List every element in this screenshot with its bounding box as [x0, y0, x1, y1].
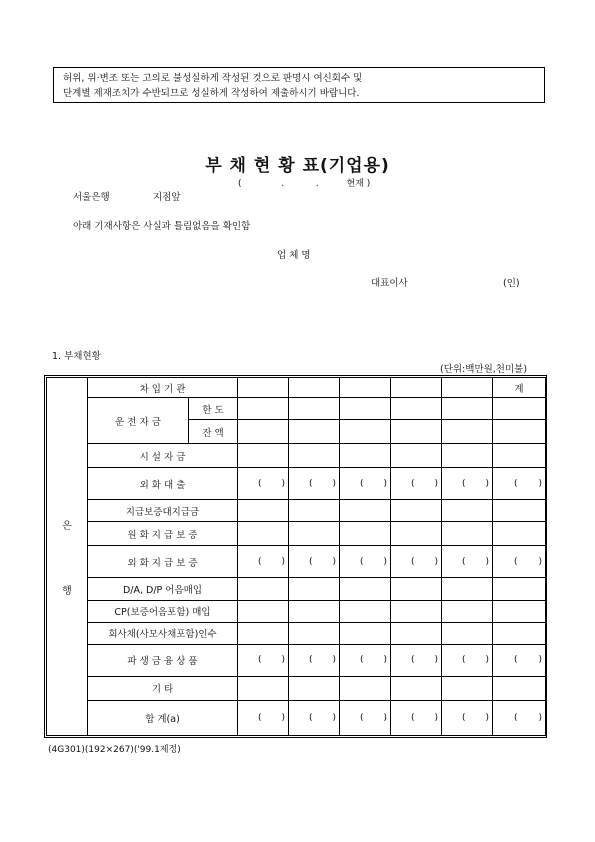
table-cell[interactable]	[391, 378, 442, 398]
row-label-corp-bond: 회사채(사모사채포함)인수	[88, 622, 238, 644]
table-cell[interactable]	[238, 522, 289, 546]
table-row	[47, 500, 546, 522]
table-cell[interactable]	[289, 398, 340, 420]
table-cell[interactable]	[238, 676, 289, 700]
table-cell[interactable]	[340, 398, 391, 420]
table-cell[interactable]	[391, 420, 442, 444]
paren-cell[interactable]: ( )	[493, 546, 546, 578]
table-cell[interactable]	[340, 522, 391, 546]
paren-cell[interactable]: ( )	[340, 546, 391, 578]
date-suffix: 현재 )	[346, 179, 371, 189]
page-title: 부 채 현 황 표(기업용)	[205, 156, 390, 176]
table-cell[interactable]	[391, 522, 442, 546]
date-dot-1: .	[281, 179, 285, 189]
paren-cell[interactable]: ( )	[289, 546, 340, 578]
table-cell[interactable]	[391, 444, 442, 468]
table-cell[interactable]	[238, 444, 289, 468]
table-cell[interactable]	[493, 578, 546, 600]
table-cell[interactable]	[289, 378, 340, 398]
row-label-derivative: 파 생 금 융 상 품	[88, 644, 238, 676]
table-cell[interactable]	[391, 676, 442, 700]
row-label-won-guarantee: 원 화 지 급 보 증	[88, 522, 238, 546]
warning-notice-box	[53, 67, 545, 103]
table-cell[interactable]	[493, 600, 546, 622]
table-row	[47, 522, 546, 546]
table-row	[47, 378, 546, 398]
table-cell[interactable]	[391, 578, 442, 600]
branch-label: 지점앞	[153, 192, 181, 203]
table-cell[interactable]	[238, 398, 289, 420]
paren-cell[interactable]: ( )	[238, 644, 289, 676]
paren-cell[interactable]: ( )	[493, 468, 546, 500]
table-row	[47, 578, 546, 600]
table-cell[interactable]	[238, 378, 289, 398]
table-cell[interactable]	[289, 578, 340, 600]
table-cell[interactable]	[442, 444, 493, 468]
seal-label: (인)	[503, 278, 520, 289]
date-open-paren: (	[238, 179, 242, 189]
debt-status-table	[46, 377, 546, 736]
table-cell[interactable]	[289, 444, 340, 468]
paren-cell[interactable]: ( )	[238, 546, 289, 578]
table-row	[47, 398, 546, 420]
row-label-working-capital: 운 전 자 금	[88, 398, 189, 444]
row-label-payment-guarantee: 지급보증대지급금	[88, 500, 238, 522]
bank-name: 서울은행	[73, 192, 110, 203]
paren-cell[interactable]: ( )	[391, 468, 442, 500]
table-cell[interactable]	[493, 622, 546, 644]
table-cell[interactable]	[340, 420, 391, 444]
unit-label: (단위:백만원,천미불)	[440, 364, 528, 375]
table-row	[47, 546, 546, 578]
table-cell[interactable]	[289, 676, 340, 700]
table-cell[interactable]	[289, 622, 340, 644]
table-cell[interactable]	[340, 622, 391, 644]
notice-line-1: 허위, 위·변조 또는 고의로 불성실하게 작성된 것으로 판명시 여신회수 및	[63, 73, 363, 84]
paren-cell[interactable]: ( )	[391, 644, 442, 676]
table-cell[interactable]	[289, 500, 340, 522]
paren-cell[interactable]: ( )	[493, 644, 546, 676]
table-row	[47, 600, 546, 622]
table-cell[interactable]	[442, 420, 493, 444]
paren-cell[interactable]: ( )	[238, 468, 289, 500]
paren-cell[interactable]: ( )	[493, 700, 546, 735]
row-label-facility: 시 설 자 금	[88, 444, 238, 468]
paren-cell[interactable]: ( )	[340, 468, 391, 500]
table-cell[interactable]	[238, 500, 289, 522]
table-cell[interactable]	[493, 522, 546, 546]
table-row	[47, 700, 546, 735]
table-row	[47, 644, 546, 676]
table-cell[interactable]	[442, 398, 493, 420]
table-cell[interactable]	[340, 600, 391, 622]
table-cell[interactable]	[391, 398, 442, 420]
table-cell[interactable]	[391, 622, 442, 644]
table-cell[interactable]	[493, 444, 546, 468]
bank-label-top: 은	[62, 520, 72, 532]
paren-cell[interactable]: ( )	[340, 644, 391, 676]
paren-cell[interactable]: ( )	[442, 700, 493, 735]
table-cell[interactable]	[340, 378, 391, 398]
paren-cell[interactable]: ( )	[442, 546, 493, 578]
row-label-limit: 한 도	[189, 398, 238, 420]
table-cell[interactable]	[442, 378, 493, 398]
table-cell[interactable]	[442, 622, 493, 644]
paren-cell[interactable]: ( )	[391, 700, 442, 735]
table-cell[interactable]	[391, 600, 442, 622]
table-cell[interactable]	[238, 622, 289, 644]
table-row	[47, 468, 546, 500]
paren-cell[interactable]: ( )	[289, 700, 340, 735]
table-cell[interactable]	[442, 600, 493, 622]
bank-category-cell	[47, 378, 88, 736]
row-label-balance: 잔 액	[189, 420, 238, 444]
table-cell[interactable]	[442, 500, 493, 522]
row-label-da-dp: D/A, D/P 어음매입	[88, 578, 238, 600]
date-line	[238, 176, 370, 189]
total-column-header: 계	[493, 378, 546, 398]
paren-cell[interactable]: ( )	[340, 700, 391, 735]
table-cell[interactable]	[493, 420, 546, 444]
table-cell[interactable]	[493, 676, 546, 700]
table-cell[interactable]	[238, 600, 289, 622]
table-cell[interactable]	[391, 500, 442, 522]
paren-cell[interactable]: ( )	[391, 546, 442, 578]
row-label-fx-guarantee: 외 화 지 급 보 증	[88, 546, 238, 578]
section-heading: 1. 부채현황	[52, 351, 101, 362]
paren-cell[interactable]: ( )	[238, 700, 289, 735]
table-cell[interactable]	[238, 420, 289, 444]
table-cell[interactable]	[289, 600, 340, 622]
confirm-text: 아래 기재사항은 사실과 틀림없음을 확인함	[73, 221, 251, 232]
table-cell[interactable]	[442, 578, 493, 600]
table-cell[interactable]	[340, 578, 391, 600]
paren-cell[interactable]: ( )	[442, 644, 493, 676]
bank-label-bottom: 행	[62, 585, 72, 597]
row-label-cp: CP(보증어음포함) 매입	[88, 600, 238, 622]
table-cell[interactable]	[238, 578, 289, 600]
row-label-other: 기 타	[88, 676, 238, 700]
table-row	[47, 622, 546, 644]
ceo-label: 대표이사	[371, 278, 408, 289]
paren-cell[interactable]: ( )	[289, 644, 340, 676]
paren-cell[interactable]: ( )	[442, 468, 493, 500]
paren-cell[interactable]: ( )	[289, 468, 340, 500]
table-cell[interactable]	[340, 500, 391, 522]
form-code-footer: (4G301)(192×267)('99.1제정)	[48, 745, 181, 755]
table-cell[interactable]	[493, 500, 546, 522]
table-cell[interactable]	[289, 420, 340, 444]
table-cell[interactable]	[340, 676, 391, 700]
table-cell[interactable]	[442, 676, 493, 700]
row-label-fx-loan: 외 화 대 출	[88, 468, 238, 500]
table-row	[47, 676, 546, 700]
date-dot-2: .	[315, 179, 319, 189]
row-label-lender: 차 입 기 관	[88, 378, 238, 398]
table-cell[interactable]	[289, 522, 340, 546]
company-name-label: 업 체 명	[277, 250, 311, 261]
table-cell[interactable]	[493, 398, 546, 420]
notice-line-2: 단계별 제재조치가 수반되므로 성실하게 작성하여 제출하시기 바랍니다.	[63, 88, 360, 99]
table-row	[47, 444, 546, 468]
table-cell[interactable]	[340, 444, 391, 468]
row-label-sum: 합 계(a)	[88, 700, 238, 735]
table-cell[interactable]	[442, 522, 493, 546]
